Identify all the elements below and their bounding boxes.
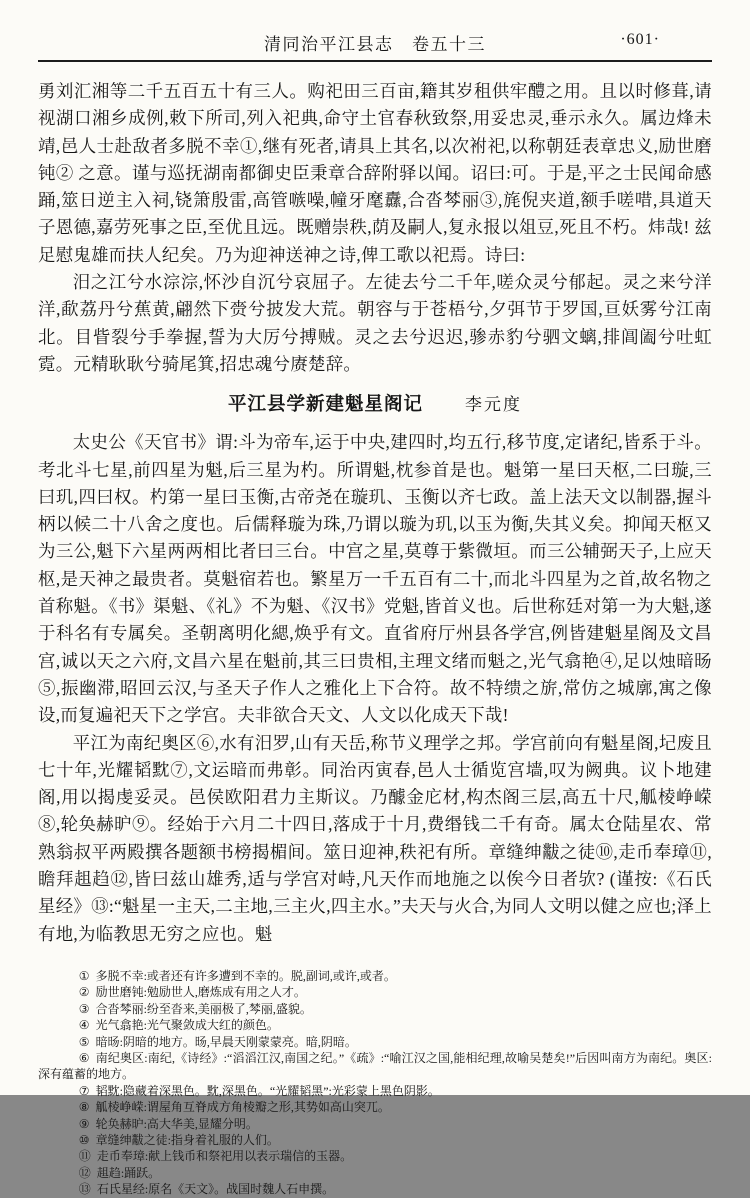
book-title: 清同治平江县志 卷五十三 bbox=[264, 35, 486, 54]
paragraph-poem: 汨之江兮水淙淙,怀沙自沉兮哀屈子。左徒去兮二千年,嗟众灵兮郁起。灵之来兮洋洋,歃荔丹兮蕉黄,翩然下赍兮披发大荒。朝容与于苍梧兮,夕弭节于罗国,亘妖雾兮江南北。目眥裂兮手拳握,誓为大厉兮搏贼。灵之去兮迟迟,骖赤豹兮驷文螭,排阊阖兮吐虹霓。元精耿耿兮骑尾箕,招忠魂兮赓楚辞。 bbox=[38, 272, 712, 374]
footnotes-block bbox=[38, 968, 712, 1198]
footnote-marker: ⑧ bbox=[78, 1100, 90, 1115]
footnote bbox=[38, 1034, 712, 1050]
paragraph-essay-1: 太史公《天官书》谓:斗为帝车,运于中央,建四时,均五行,移节度,定诸纪,皆系于斗。考北斗七星,前四星为魁,后三星为杓。所谓魁,枕参首是也。魁第一星曰天枢,二曰璇,三曰玑,四曰权。杓第一星曰玉衡,古帝尧在璇玑、玉衡以齐七政。盖上法天文以制器,握斗柄以候二十八舍之度也。后儒释璇为珠,乃谓以璇为玑,以玉为衡,失其义矣。抑闻天枢又为三公,魁下六星两两相比者曰三台。中宫之星,莫尊于紫微垣。而三公辅弼天子,上应天枢,是天神之最贵者。莫魁宿若也。繁星万一千五百有二十,而北斗四星为之首,故名物之首称魁。《书》渠魁、《礼》不为魁、《汉书》党魁,皆首义也。后世称廷对第一为大魁,遂于科名有专属矣。圣朝离明化緦,焕乎有文。直省府厅州县各学宫,例皆建魁星阁及文昌宫,诚以天之六府,文昌六星在魁前,其三曰贵相,主理文绪而魁之,光气翕艳④,足以烛暗旸⑤,振幽滞,昭回云汉,与圣天子作人之雅化上下合符。故不特缋之旂,常仿之城廓,寓之像设,而复遍祀天下之学宫。夫非欲合天文、人文以化成天下哉! bbox=[38, 432, 712, 726]
footnote-marker: ② bbox=[78, 985, 90, 1000]
page-number: ·601· bbox=[620, 31, 660, 48]
section-heading bbox=[38, 390, 712, 416]
footnote bbox=[38, 1181, 712, 1197]
footnote bbox=[38, 1017, 712, 1033]
footnote-text: 轮奂赫昈:高大华美,显耀分明。 bbox=[95, 1116, 258, 1131]
footnote-marker: ⑤ bbox=[78, 1034, 90, 1049]
footnote-marker: ⑥ bbox=[78, 1050, 90, 1065]
footnote bbox=[38, 1148, 712, 1164]
footnote bbox=[38, 1083, 712, 1099]
footnote-text: 走币奉璋:献上钱币和祭祀用以表示瑞信的玉器。 bbox=[96, 1149, 353, 1164]
footnote bbox=[38, 1165, 712, 1181]
paragraph-essay-2: 平江为南纪奥区⑥,水有汨罗,山有天岳,称节义理学之邦。学宫前向有魁星阁,圮废且七十年,光耀韬黕⑦,文运暗而弗彰。同治丙寅春,邑人士循览宫墙,叹为阙典。议卜地建阁,用以揭虔妥灵。邑侯欧阳君力主斯议。乃醵金庀材,构杰阁三层,高五十尺,觚棱峥嵘⑧,轮奂赫昈⑨。经始于六月二十四日,落成于十月,费缗钱二千有奇。属太仓陆星农、常熟翁叔平两殿撰各题额书榜揭楣间。筮日迎神,秩祀有所。章缝绅黻之徒⑩,走币奉璋⑪,瞻拜趄趋⑫,皆曰兹山雄秀,适与学宫对峙,凡天作而地施之以俟今日者欤? (谨按:《石氏星经》⑬:“魁星一主天,二主地,三主火,四主水。”夫天与火合,为同人文明以健之应也;泽上有地,为临教思无穷之应也。魁 bbox=[38, 732, 712, 944]
footnote-text: 合沓棽丽:纷至沓来,美丽极了,棽丽,盛貌。 bbox=[95, 1001, 312, 1016]
footnote-marker: ⑫ bbox=[78, 1165, 91, 1180]
footnote-text: 励世磨钝:勉励世人,磨炼成有用之人才。 bbox=[95, 985, 306, 1000]
footnote bbox=[38, 1001, 712, 1017]
footnote-text: 韬黕:隐藏着深黑色。黕,深黑色。“光耀韬黑”:光彩蒙上黑色阴影。 bbox=[95, 1083, 440, 1098]
footnote bbox=[38, 1050, 712, 1083]
footnote-text: 光气翕艳:光气聚敛成大红的颜色。 bbox=[95, 1018, 279, 1033]
footnote-marker: ⑩ bbox=[78, 1132, 90, 1147]
footnote-marker: ⑪ bbox=[78, 1149, 91, 1164]
header-rule bbox=[38, 60, 712, 62]
footnote-text: 觚棱峥嵘:谓屋角互脊成方角棱瓣之形,其势如高山突兀。 bbox=[95, 1100, 390, 1115]
footnote-text: 南纪奥区:南纪,《诗经》:“滔滔江汉,南国之纪。”《疏》:“喻江汉之国,能相纪理,故喻吴楚矣!”后因叫南方为南纪。奥区:深有蕴蓄的地方。 bbox=[38, 1050, 712, 1082]
footnote-marker: ① bbox=[78, 968, 90, 983]
footnote-marker: ⑨ bbox=[78, 1116, 90, 1131]
footnote bbox=[38, 1116, 712, 1132]
footnote bbox=[38, 1099, 712, 1115]
footnote-text: 多脱不幸:或者还有许多遭到不幸的。脱,副词,或许,或者。 bbox=[95, 968, 396, 983]
footnote-marker: ⑬ bbox=[78, 1182, 91, 1197]
footnote bbox=[38, 1132, 712, 1148]
footnote-text: 暗旸:阴暗的地方。旸,早晨天刚蒙蒙亮。暗,阴暗。 bbox=[95, 1034, 357, 1049]
footnote-text: 石氏星经:原名《天文》。战国时魏人石申撰。 bbox=[96, 1182, 335, 1197]
footnote bbox=[38, 984, 712, 1000]
section-author: 李元度 bbox=[465, 395, 523, 415]
footnote bbox=[38, 968, 712, 984]
footnote-text: 章缝绅黻之徒:指身着礼服的人们。 bbox=[95, 1132, 279, 1147]
paragraph-continuation: 勇刘汇湘等二千五百五十有三人。购祀田三百亩,籍其岁租供牢醴之用。且以时修葺,请视湖口湘乡成例,敕下所司,列入祀典,命守土官春秋致祭,用妥忠灵,垂示永久。属边烽未靖,邑人士赴敌者多脱不幸①,继有死者,请具上其名,以次袝祀,以称朝廷表章忠义,励世磨钝② 之意。谨与巡抚湖南都御史臣秉章合辞附驿以闻。诏曰:可。于是,平之士民闻命感踊,筮日逆主入祠,铙箫殷雷,高管嗾噪,幢牙麾纛,合沓棽丽③,旄倪夹道,额手嗟唶,具道天子恩德,嘉劳死事之臣,至优且远。既赠崇秩,荫及嗣人,复永报以俎豆,死且不朽。炜哉! 兹足慰鬼雄而扶人纪矣。乃为迎神送神之诗,俾工歌以祀焉。诗曰: bbox=[38, 81, 712, 265]
footnote-marker: ③ bbox=[78, 1001, 90, 1016]
footnote-marker: ⑦ bbox=[78, 1083, 90, 1098]
footnote-text: 趄趋:踊跃。 bbox=[96, 1165, 161, 1180]
page-header bbox=[38, 30, 712, 60]
footnote-marker: ④ bbox=[78, 1018, 90, 1033]
section-title: 平江县学新建魁星阁记 bbox=[227, 395, 423, 416]
article-body bbox=[38, 78, 712, 948]
